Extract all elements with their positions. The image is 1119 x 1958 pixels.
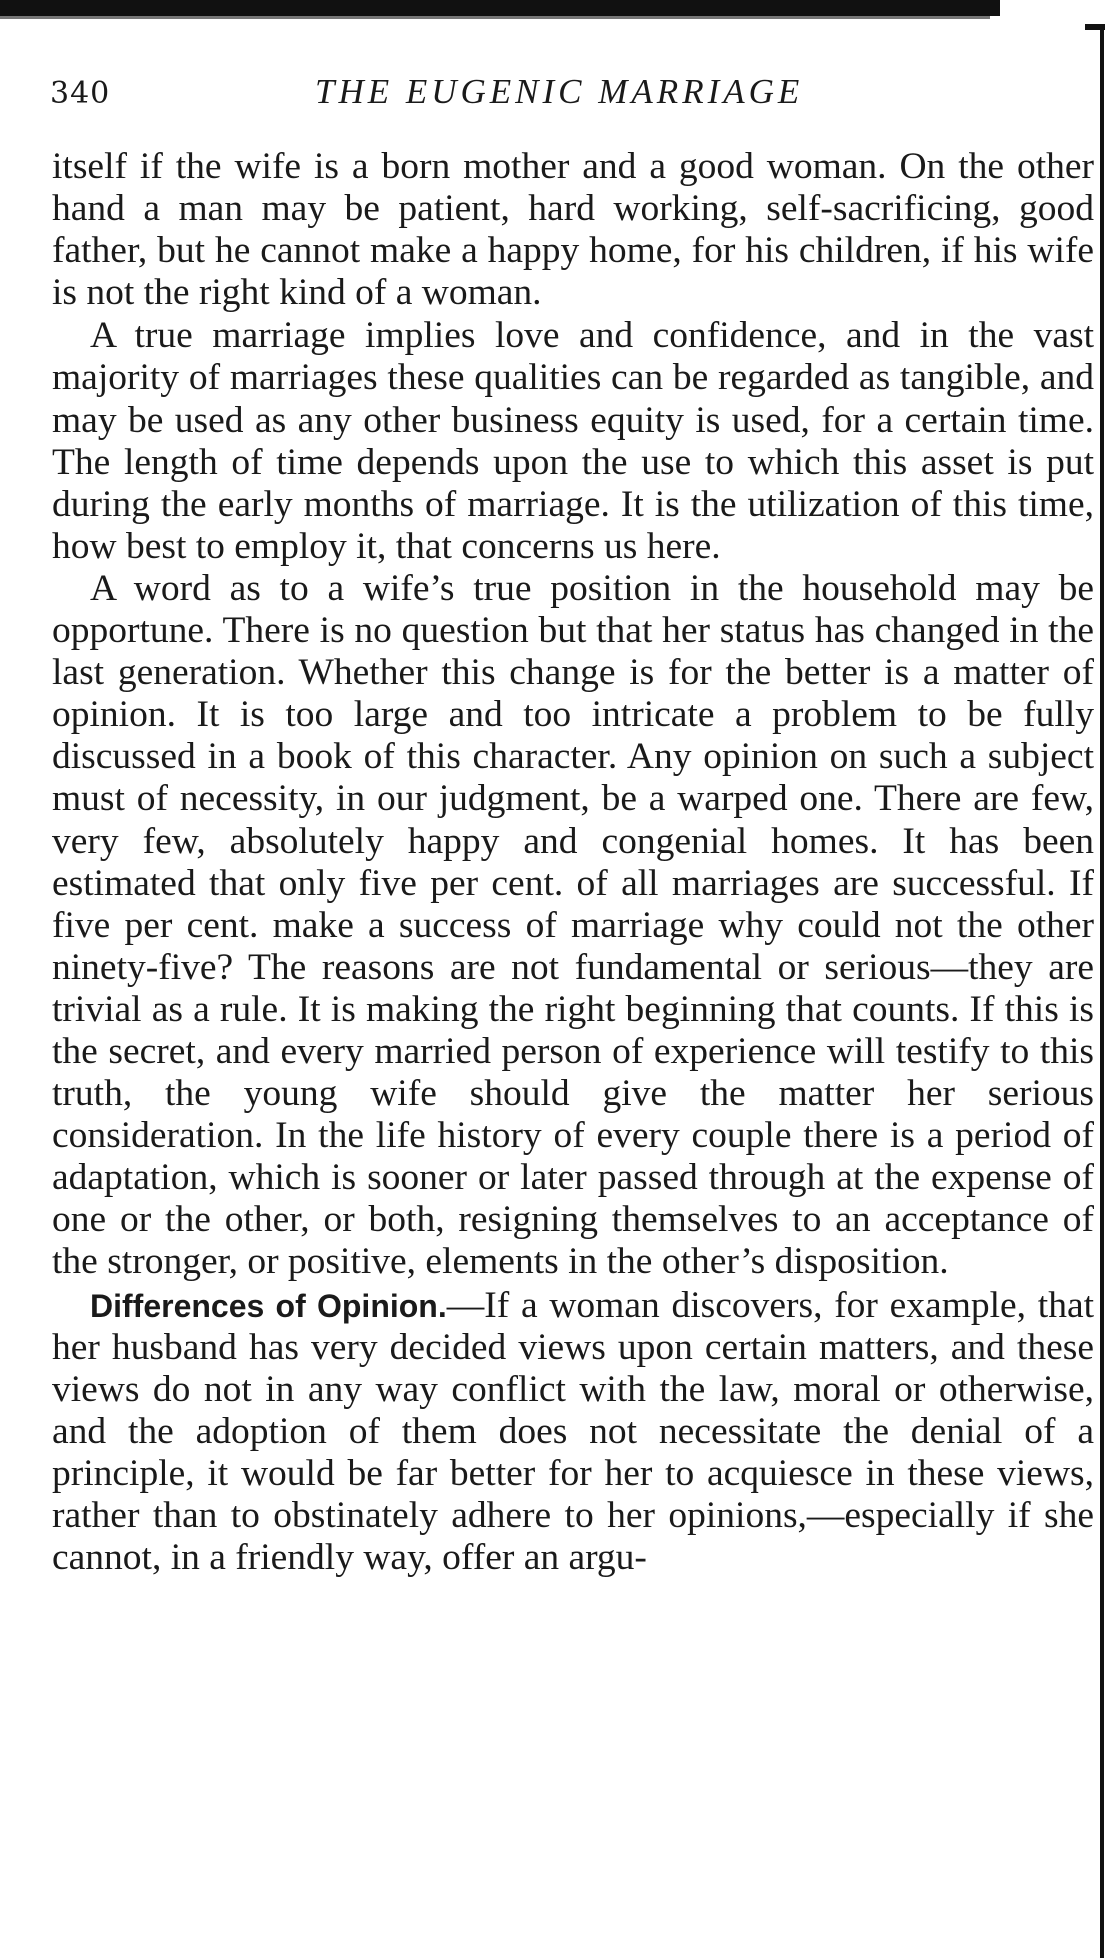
paragraph-2: A true marriage implies love and confidence, and in the vast majority of marriages these qualities can be regarded as tangible, and may be used as any other business equity is used, for a certain time. The length of time depends upon the use to which this asset is put during the early months of marriage. It is the utilization of this time, how best to employ it, that concerns us here. [52,315,1094,567]
right-border-rule [1100,28,1104,1958]
paragraph-4-text: —If a woman discovers, for example, that her husband has very decided views upon certain matters, and these views do not in any way conflict with the law, moral or otherwise, and the adoption of them does not necessitate the denial of a principle, it would be far better for her to acquiesce in these views, rather than to obstinately adhere to her opinions,—especially if she cannot, in a friendly way, offer an argu- [52,1284,1095,1579]
paragraph-4 [52,1285,1094,1580]
paragraph-1: itself if the wife is a born mother and a good woman. On the other hand a man may be patient, hard working, self-sacrificing, good father, but he cannot make a happy home, for his children, if his wife is not the right kind of a woman. [52,146,1094,314]
running-title: THE EUGENIC MARRIAGE [315,72,804,111]
top-border-rule [0,0,1000,16]
page-header [50,68,1090,124]
page-number: 340 [50,76,111,111]
top-border-rule-thin [0,16,990,19]
paragraph-3: A word as to a wife’s true position in the household may be opportune. There is no question but that her status has changed in the last generation. Whether this change is for the better is a matter of opinion. It is too large and too intricate a problem to be fully discussed in a book of this character. Any opinion on such a subject must of necessity, in our judgment, be a warped one. There are few, very few, absolutely happy and congenial homes. It has been estimated that only five per cent. of all marriages are successful. If five per cent. make a success of marriage why could not the other ninety-five? The reasons are not fundamental or serious—they are trivial as a rule. It is making the right beginning that counts. If this is the secret, and every married person of experience will testify to this truth, the young wife should give the matter her serious consideration. In the life history of every couple there is a period of adaptation, which is sooner or later passed through at the expense of one or the other, or both, resigning themselves to an acceptance of the stronger, or positive, elements in the other’s disposition. [52,567,1094,1283]
section-heading: Differences of Opinion. [90,1287,447,1324]
body-text [52,146,1094,1579]
